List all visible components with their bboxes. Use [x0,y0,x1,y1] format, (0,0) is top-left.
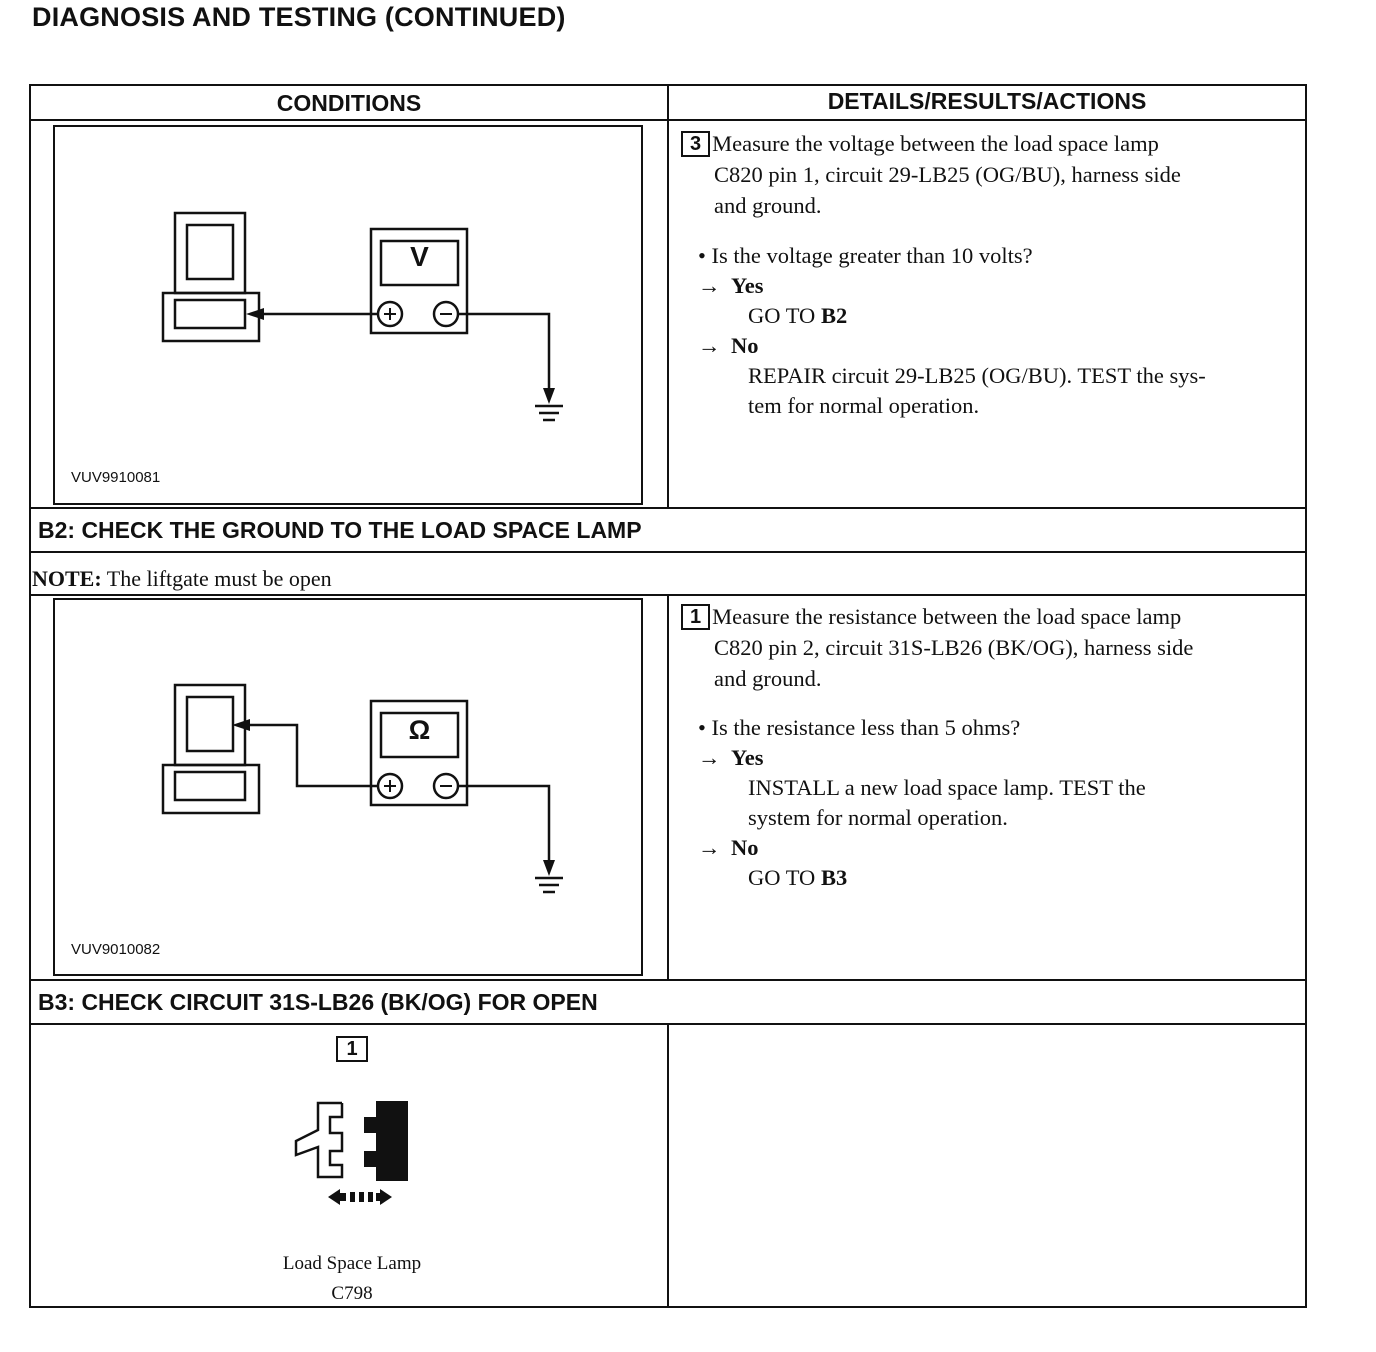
step-number-badge: 1 [336,1036,368,1062]
right-arrow-icon: → [698,333,721,358]
note-text: The liftgate must be open [106,566,332,591]
right-arrow-icon: → [698,745,721,770]
result-block [698,713,1308,893]
page-title: DIAGNOSIS AND TESTING (CONTINUED) [32,2,566,32]
ground-arrow [543,388,555,404]
connector-half-left [296,1103,342,1177]
connector-slot [175,300,245,328]
column-header-conditions: CONDITIONS [276,90,422,116]
column-divider-bottom [667,1023,669,1308]
right-arrow-icon: → [698,835,721,860]
instruction-line: and ground. [714,666,822,691]
instruction-line: C820 pin 2, circuit 31S-LB26 (BK/OG), harness side [714,635,1194,660]
yes-action: INSTALL a new load space lamp. TEST the system for normal operation. [748,775,1146,830]
no-action: GO TO B3 [748,865,848,890]
column-header-details: DETAILS/RESULTS/ACTIONS [827,88,1147,114]
instruction-line: Measure the resistance between the load space lamp [712,604,1182,629]
step-instruction [681,601,1301,694]
column-divider-mid [667,594,669,980]
connector-slot [175,772,245,800]
section-heading-b3: B3: CHECK CIRCUIT 31S-LB26 (BK/OG) FOR OPEN [38,989,598,1015]
instruction-line: C820 pin 1, circuit 29-LB25 (OG/BU), harness side [714,162,1181,187]
right-arrow-icon: → [698,273,721,298]
no-branch: → No [698,331,1308,361]
step-number-badge: 3 [681,131,710,157]
voltmeter-label: V [410,241,429,272]
probe-lead-negative [458,314,549,393]
note-label: NOTE: [32,566,102,591]
connector-window [187,697,233,751]
question: • Is the resistance less than 5 ohms? [698,715,1021,740]
probe-tip [232,719,250,731]
probe-tip [246,308,264,320]
no-action: REPAIR circuit 29-LB25 (OG/BU). TEST the sys- tem for normal operation. [748,363,1206,418]
instruction-line: and ground. [714,193,822,218]
step-instruction [681,128,1301,221]
note [32,566,332,592]
yes-action: GO TO B2 [748,303,848,328]
resistance-test-schematic [150,677,590,907]
connector-id: C798 [331,1283,373,1304]
column-divider-top [667,84,669,508]
section-heading-b2: B2: CHECK THE GROUND TO THE LOAD SPACE LAMP [38,517,642,543]
yes-branch: → Yes [698,271,1308,301]
no-branch: → No [698,833,1308,863]
ohmmeter-label: Ω [408,715,431,745]
result-block [698,241,1308,421]
voltage-test-schematic [150,205,590,435]
connector-window [187,225,233,279]
probe-lead-negative [458,786,549,865]
yes-branch: → Yes [698,743,1308,773]
figure-id: VUV9910081 [71,469,161,486]
probe-lead-positive [246,725,378,786]
connector-disconnect-icon [290,1095,420,1215]
connector-caption: Load Space Lamp [282,1253,422,1274]
figure-id: VUV9010082 [71,941,161,958]
instruction-line: Measure the voltage between the load space lamp [712,131,1159,156]
connector-half-right [364,1101,408,1181]
row-divider-b2-head [29,551,1307,553]
double-arrow-icon [328,1189,392,1205]
step-number-badge: 1 [681,604,710,630]
question: • Is the voltage greater than 10 volts? [698,243,1033,268]
ground-arrow [543,860,555,876]
